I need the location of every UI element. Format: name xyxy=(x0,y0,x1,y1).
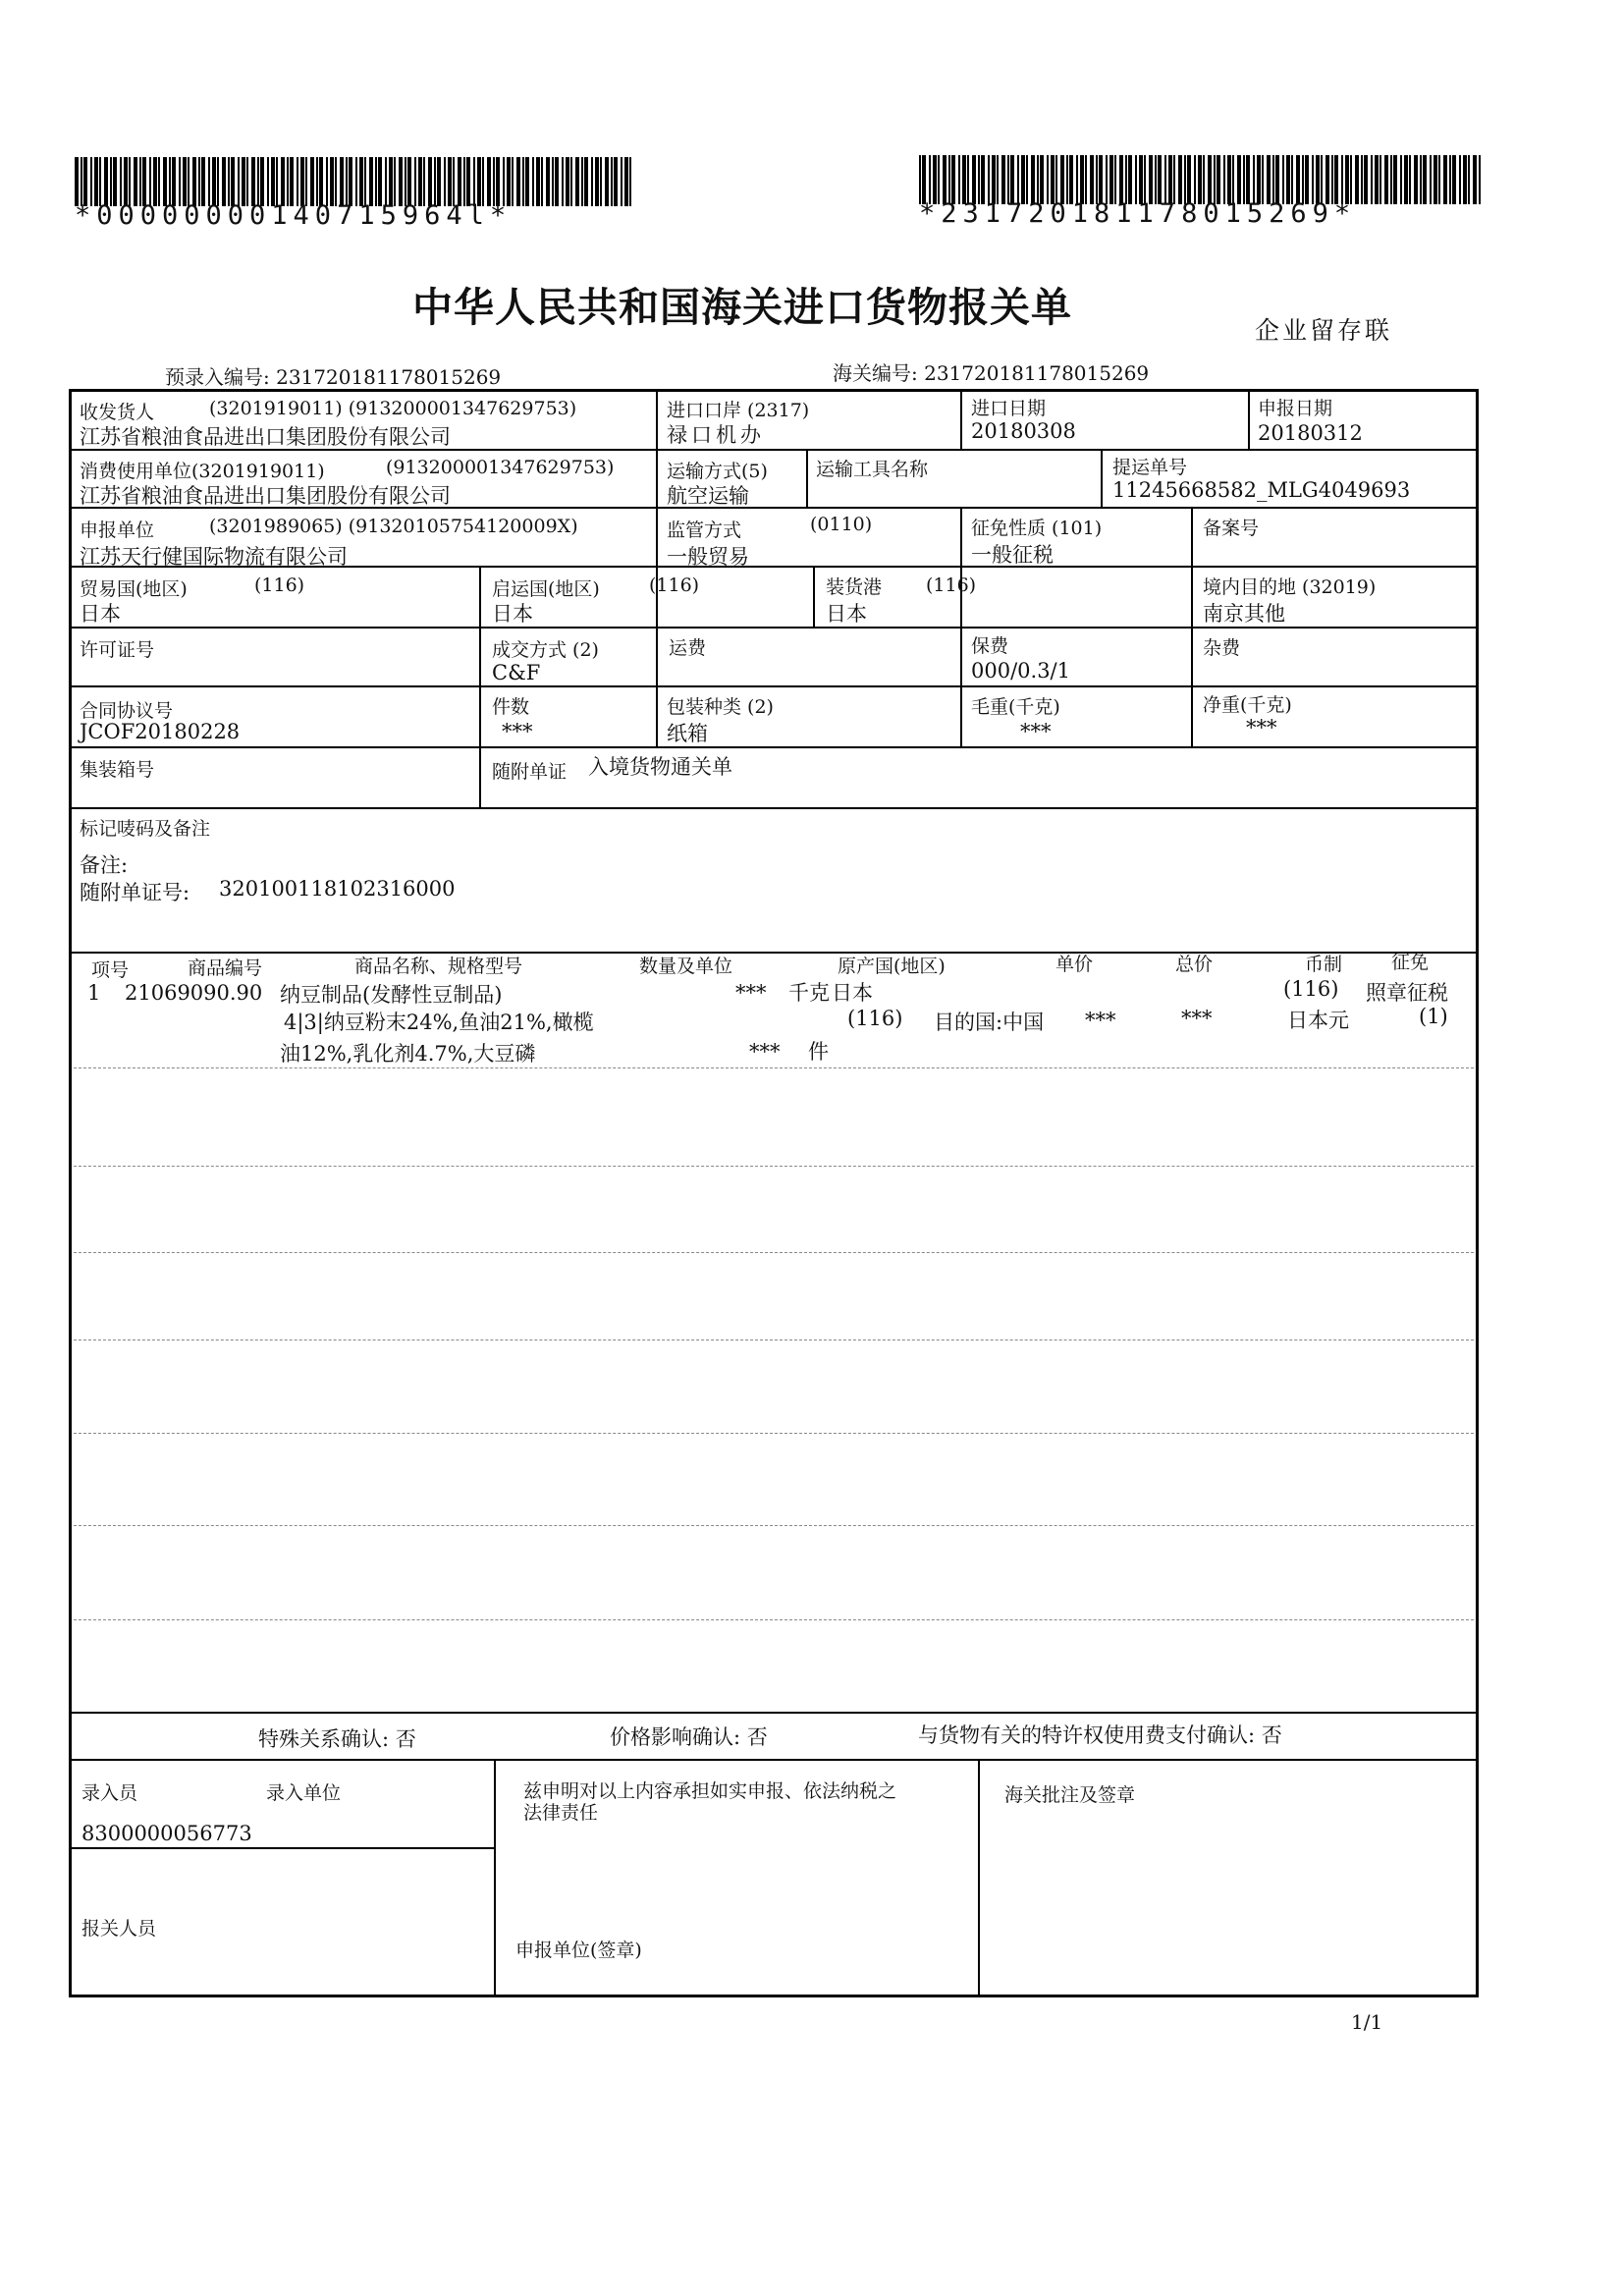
statement-line1: 兹申明对以上内容承担如实申报、依法纳税之 xyxy=(523,1780,897,1802)
special-relation-confirm: 特殊关系确认: 否 xyxy=(258,1727,416,1751)
copy-label: 企业留存联 xyxy=(1255,316,1393,345)
attached-label: 随附单证 xyxy=(492,761,568,783)
supervision-code: (0110) xyxy=(810,514,873,535)
contract-number: JCOF20180228 xyxy=(80,720,241,743)
loading-port-label: 装货港 xyxy=(826,576,883,598)
customs-note-label: 海关批注及签章 xyxy=(1004,1784,1136,1806)
goods-name-line3: 油12%,乳化剂4.7%,大豆磷 xyxy=(280,1042,536,1066)
import-date-label: 进口日期 xyxy=(971,398,1047,419)
royalty-confirm: 与货物有关的特许权使用费支付确认: 否 xyxy=(918,1723,1282,1747)
remarks-note-label: 备注: xyxy=(80,853,129,877)
goods-header-name: 商品名称、规格型号 xyxy=(354,956,523,977)
insurance-label: 保费 xyxy=(971,635,1009,657)
declarant-codes: (3201989065) (91320105754120009X) xyxy=(209,516,578,537)
deal-mode: C&F xyxy=(492,661,541,684)
attached-no: 320100118102316000 xyxy=(219,877,456,901)
destination: 南京其他 xyxy=(1203,602,1285,626)
pieces-label: 件数 xyxy=(492,696,530,718)
gross-label: 毛重(千克) xyxy=(971,696,1060,718)
goods-unit1: 千克 xyxy=(788,981,830,1005)
barcode-left xyxy=(75,157,634,206)
entry-clerk-label: 录入员 xyxy=(81,1782,138,1804)
barcode-left-number: *00000000140715964l* xyxy=(75,200,513,231)
consignee-name: 江苏省粮油食品进出口集团股份有限公司 xyxy=(80,425,451,449)
vehicle-label: 运输工具名称 xyxy=(816,459,929,480)
declare-date-label: 申报日期 xyxy=(1258,398,1333,419)
goods-currency: 日本元 xyxy=(1287,1009,1349,1032)
user-name: 江苏省粮油食品进出口集团股份有限公司 xyxy=(80,484,451,508)
package-label: 包装种类 (2) xyxy=(667,696,774,718)
loading-port-code: (116) xyxy=(926,574,977,596)
goods-currency-code: (116) xyxy=(1283,977,1339,1001)
trade-country-code: (116) xyxy=(254,574,305,596)
barcode-right xyxy=(919,155,1485,204)
transport-mode: 航空运输 xyxy=(667,484,749,508)
supervision-value: 一般贸易 xyxy=(667,545,749,569)
goods-levy-code: (1) xyxy=(1419,1005,1448,1028)
goods-total: *** xyxy=(1181,1007,1213,1030)
entry-unit-label: 录入单位 xyxy=(266,1782,342,1804)
port-label: 进口口岸 (2317) xyxy=(667,400,810,421)
container-label: 集装箱号 xyxy=(80,759,155,781)
freight-label: 运费 xyxy=(669,637,707,659)
supervision-label: 监管方式 xyxy=(667,519,742,541)
gross: *** xyxy=(1020,720,1052,743)
goods-levy: 照章征税 xyxy=(1366,981,1448,1005)
consignee-codes: (3201919011) (913200001347629753) xyxy=(209,398,577,419)
license-label: 许可证号 xyxy=(80,639,155,661)
goods-item-number: 1 xyxy=(87,981,101,1005)
pre-entry-number: 预录入编号: 231720181178015269 xyxy=(165,365,502,389)
statement-line2: 法律责任 xyxy=(523,1802,599,1824)
net-label: 净重(千克) xyxy=(1203,694,1292,716)
trade-country: 日本 xyxy=(80,602,121,626)
pieces: *** xyxy=(502,720,533,743)
goods-qty2: *** xyxy=(749,1040,781,1064)
declaration-form xyxy=(69,389,1479,1997)
misc-label: 杂费 xyxy=(1203,637,1241,659)
page-number: 1/1 xyxy=(1351,2010,1383,2034)
declarant-sign-label: 申报单位(签章) xyxy=(515,1940,642,1961)
import-date: 20180308 xyxy=(971,419,1076,443)
trade-country-label: 贸易国(地区) xyxy=(80,578,188,600)
attached-value: 入境货物通关单 xyxy=(588,755,732,779)
goods-origin: 日本 xyxy=(832,981,873,1005)
deal-mode-label: 成交方式 (2) xyxy=(492,639,599,661)
destination-label: 境内目的地 (32019) xyxy=(1203,576,1377,598)
goods-unit-price: *** xyxy=(1085,1009,1116,1032)
goods-header-item: 项号 xyxy=(91,959,130,981)
broker-label: 报关人员 xyxy=(81,1918,157,1940)
entry-number: 8300000056773 xyxy=(81,1822,252,1845)
departure: 日本 xyxy=(492,602,533,626)
goods-header-code: 商品编号 xyxy=(188,957,263,979)
consignee-label: 收发货人 xyxy=(80,402,155,423)
insurance: 000/0.3/1 xyxy=(971,659,1070,683)
departure-code: (116) xyxy=(649,574,700,596)
goods-name-line2: 4|3|纳豆粉末24%,鱼油21%,橄榄 xyxy=(284,1011,594,1034)
levy-label: 征免性质 (101) xyxy=(971,518,1103,539)
bl-number: 11245668582_MLG4049693 xyxy=(1112,478,1411,502)
user-code: (913200001347629753) xyxy=(386,457,615,478)
barcode-right-number: *231720181178015269* xyxy=(919,198,1357,229)
goods-code: 21069090.90 xyxy=(125,981,263,1005)
goods-header-unit-price: 单价 xyxy=(1055,954,1094,975)
loading-port: 日本 xyxy=(826,602,867,626)
declare-date: 20180312 xyxy=(1258,421,1363,445)
departure-label: 启运国(地区) xyxy=(492,578,600,600)
declarant-name: 江苏天行健国际物流有限公司 xyxy=(80,545,348,569)
user-label: 消费使用单位(3201919011) xyxy=(80,461,325,482)
goods-origin-code: (116) xyxy=(847,1007,903,1030)
record-label: 备案号 xyxy=(1203,518,1260,539)
remarks-label: 标记唛码及备注 xyxy=(80,818,211,840)
customs-number: 海关编号: 231720181178015269 xyxy=(833,361,1150,385)
contract-label: 合同协议号 xyxy=(80,700,174,722)
net: *** xyxy=(1246,716,1277,739)
declarant-label: 申报单位 xyxy=(80,519,155,541)
goods-header-qty: 数量及单位 xyxy=(639,956,733,977)
bl-label: 提运单号 xyxy=(1112,457,1188,478)
port-value: 禄口机办 xyxy=(667,423,765,447)
attached-no-label: 随附单证号: xyxy=(80,881,190,904)
goods-header-currency: 币制 xyxy=(1305,954,1343,975)
goods-unit2: 件 xyxy=(808,1040,829,1064)
package: 纸箱 xyxy=(667,722,708,745)
transport-mode-label: 运输方式(5) xyxy=(667,461,768,482)
goods-header-levy: 征免 xyxy=(1391,952,1430,973)
price-influence-confirm: 价格影响确认: 否 xyxy=(610,1725,768,1749)
goods-header-total: 总价 xyxy=(1175,954,1214,975)
goods-header-origin: 原产国(地区) xyxy=(838,956,946,977)
levy-value: 一般征税 xyxy=(971,543,1054,567)
document-title: 中华人民共和国海关进口货物报关单 xyxy=(412,284,1072,331)
goods-name-line1: 纳豆制品(发酵性豆制品) xyxy=(280,983,503,1007)
goods-destination: 目的国:中国 xyxy=(934,1011,1045,1034)
goods-qty1: *** xyxy=(735,981,767,1005)
